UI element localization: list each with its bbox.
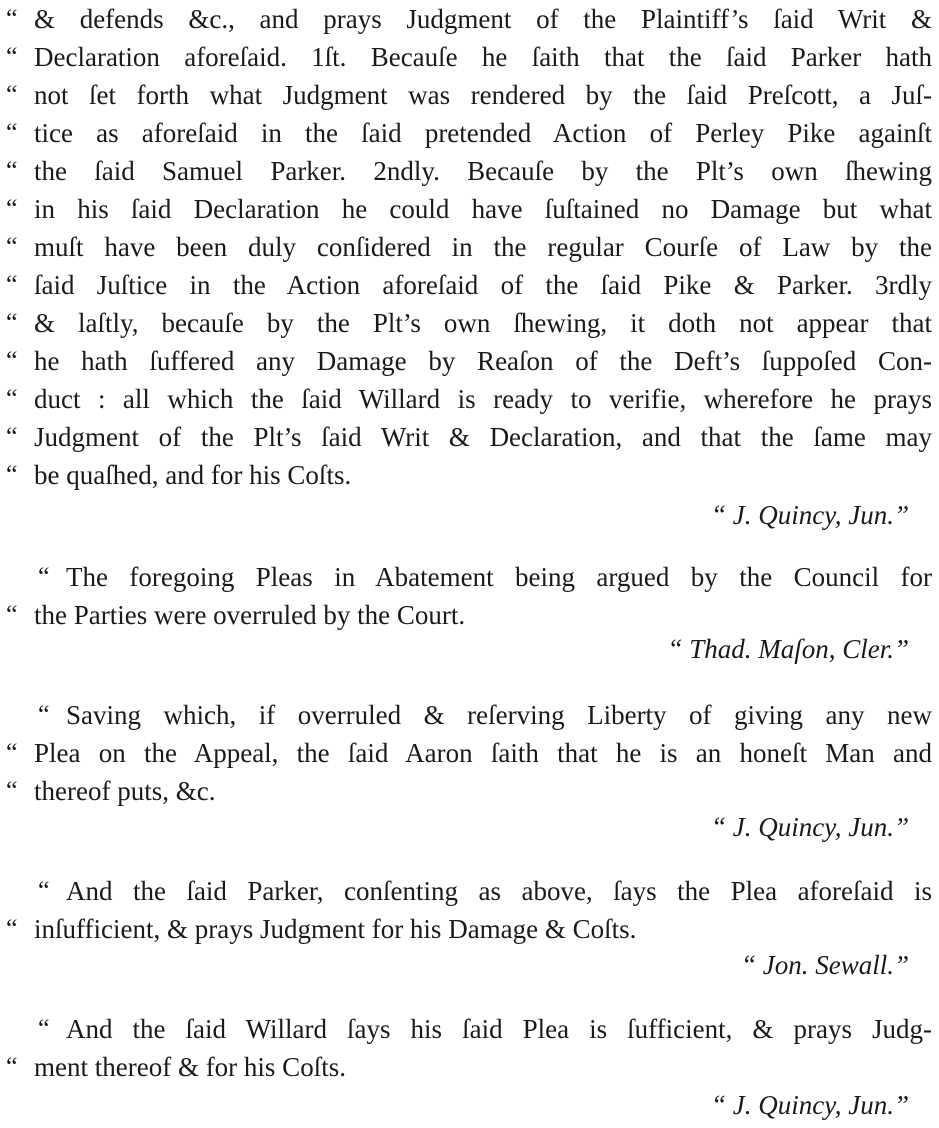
signature: “ J. Quincy, Jun.” [711, 812, 909, 842]
quote-mark: “ [6, 1052, 18, 1081]
quote-mark: “ [6, 460, 18, 489]
line-text: Saving which, if overruled & reſerving Liberty of giving any new [66, 700, 932, 730]
line-text: inſufficient, & prays Judgment for his Damage & Coſts. [34, 914, 637, 944]
quote-mark: “ [6, 4, 18, 33]
quote-mark: “ [38, 1014, 50, 1043]
text-line [0, 558, 939, 596]
line-text: Judgment of the Plt’s ſaid Writ & Declaration, and that the ſame may [34, 422, 932, 452]
signature: “ J. Quincy, Jun.” [711, 1090, 909, 1120]
text-line [0, 304, 939, 342]
quote-mark: “ [6, 738, 18, 767]
text-line [0, 190, 939, 228]
quote-mark: “ [6, 156, 18, 185]
line-text: duct : all which the ſaid Willard is ready to verifie, wherefore he prays [34, 384, 932, 414]
text-line [0, 696, 939, 734]
text-line [0, 114, 939, 152]
text-line [0, 266, 939, 304]
quote-mark: “ [6, 346, 18, 375]
line-text: & laſtly, becauſe by the Plt’s own ſhewing, it doth not appear that [34, 308, 932, 338]
text-line [0, 1010, 939, 1048]
line-text: ſaid Juſtice in the Action aforeſaid of the ſaid Pike & Parker. 3rdly [34, 270, 932, 300]
quote-mark: “ [6, 308, 18, 337]
quote-mark: “ [38, 700, 50, 729]
text-line [0, 228, 939, 266]
text-line [0, 734, 939, 772]
signature: “ J. Quincy, Jun.” [711, 500, 909, 530]
line-text: muſt have been duly conſidered in the regular Courſe of Law by the [34, 232, 932, 262]
quote-mark: “ [6, 776, 18, 805]
line-text: Plea on the Appeal, the ſaid Aaron ſaith that he is an honeſt Man and [34, 738, 932, 768]
text-line [0, 0, 939, 38]
line-text: ment thereof & for his Coſts. [34, 1052, 346, 1082]
signature: “ Jon. Sewall.” [740, 950, 909, 980]
text-line [0, 1048, 939, 1086]
line-text: Declaration aforeſaid. 1ſt. Becauſe he ſaith that the ſaid Parker hath [34, 42, 932, 72]
line-text: in his ſaid Declaration he could have ſuſtained no Damage but what [34, 194, 932, 224]
quote-mark: “ [6, 42, 18, 71]
line-text: not ſet forth what Judgment was rendered by the ſaid Preſcott, a Juſ- [34, 80, 932, 110]
line-text: And the ſaid Willard ſays his ſaid Plea is ſufficient, & prays Judg- [66, 1014, 932, 1044]
text-line [0, 418, 939, 456]
text-line [0, 772, 939, 810]
quote-mark: “ [6, 232, 18, 261]
line-text: And the ſaid Parker, conſenting as above, ſays the Plea aforeſaid is [66, 876, 932, 906]
text-line [0, 872, 939, 910]
text-line [0, 456, 939, 494]
quote-mark: “ [6, 600, 18, 629]
line-text: be quaſhed, and for his Coſts. [34, 460, 352, 490]
quote-mark: “ [6, 194, 18, 223]
quote-mark: “ [6, 80, 18, 109]
text-line [0, 38, 939, 76]
line-text: thereof puts, &c. [34, 776, 216, 806]
signature: “ Thad. Maſon, Cler.” [667, 634, 909, 664]
text-line [0, 76, 939, 114]
line-text: tice as aforeſaid in the ſaid pretended Action of Perley Pike againſt [34, 118, 932, 148]
quote-mark: “ [38, 876, 50, 905]
text-line [0, 380, 939, 418]
line-text: the Parties were overruled by the Court. [34, 600, 466, 630]
text-line [0, 596, 939, 634]
line-text: the ſaid Samuel Parker. 2ndly. Becauſe by the Plt’s own ſhewing [34, 156, 932, 186]
line-text: he hath ſuffered any Damage by Reaſon of the Deft’s ſuppoſed Con- [34, 346, 932, 376]
text-line [0, 910, 939, 948]
quote-mark: “ [6, 914, 18, 943]
quote-mark: “ [6, 384, 18, 413]
line-text: The foregoing Pleas in Abatement being argued by the Council for [66, 562, 932, 592]
text-line [0, 152, 939, 190]
quote-mark: “ [38, 562, 50, 591]
quote-mark: “ [6, 422, 18, 451]
quote-mark: “ [6, 118, 18, 147]
quote-mark: “ [6, 270, 18, 299]
text-line [0, 342, 939, 380]
line-text: & defends &c., and prays Judgment of the Plaintiff’s ſaid Writ & [34, 4, 932, 34]
